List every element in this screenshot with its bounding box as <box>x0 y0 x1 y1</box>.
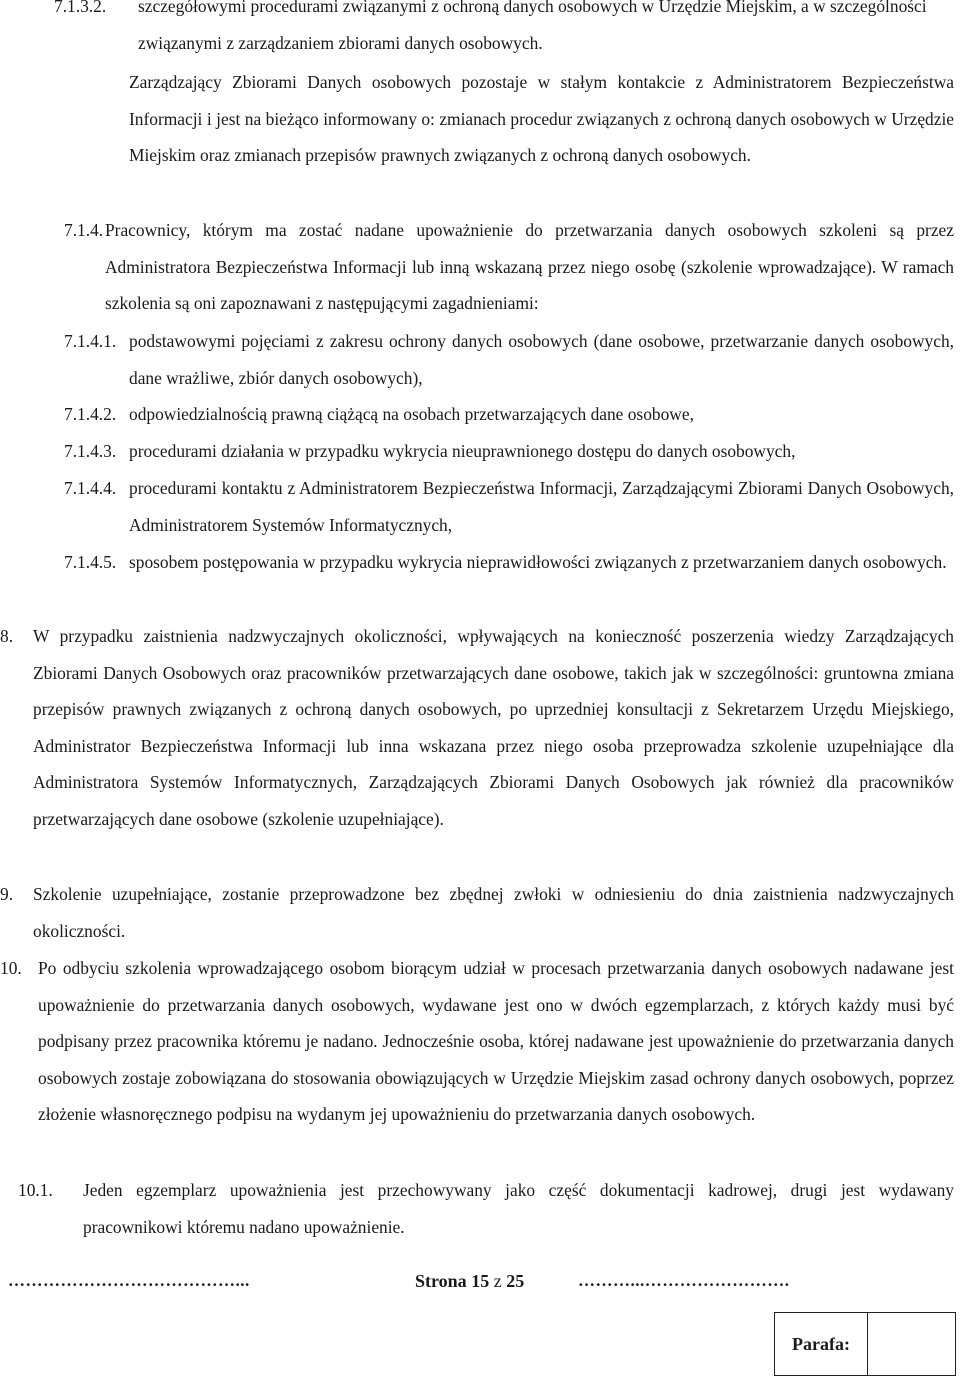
item-text: szczegółowymi procedurami związanymi z ochroną danych osobowych w Urzędzie Miejskim, a w szczególności związanymi z zarządzaniem zbiorami danych osobowych. <box>138 0 927 53</box>
list-item-10 <box>0 950 954 1133</box>
list-item-7-1-4-4 <box>64 470 954 543</box>
item-text: odpowiedzialnością prawną ciążącą na osobach przetwarzających dane osobowe, <box>129 404 694 424</box>
list-item-7-1-4-1 <box>64 323 954 396</box>
item-number: 7.1.4.2. <box>64 404 117 424</box>
list-item-10-1 <box>18 1172 954 1245</box>
initials-label: Parafa: <box>775 1313 868 1375</box>
item-text: Zarządzający Zbiorami Danych osobowych pozostaje w stałym kontakcie z Administratorem Bezpieczeństwa Informacji i jest na bieżąco informowany o: zmianach procedur związanych z ochroną danych osobowych w Urzędzie Miejskim oraz zmianach przepisów prawnych związanych z ochroną danych osobowych. <box>129 72 954 165</box>
list-item-8 <box>0 618 954 837</box>
list-item-7-1-4-3 <box>64 433 954 470</box>
item-number: 7.1.4.1. <box>64 331 117 351</box>
item-number: 7.1.4.4. <box>64 478 117 498</box>
initials-box <box>774 1312 956 1376</box>
item-number: 10.1. <box>18 1180 53 1200</box>
item-number: 7.1.4.3. <box>64 441 117 461</box>
initials-field <box>868 1313 955 1375</box>
list-item-7-1-4-5 <box>64 544 954 581</box>
item-text: procedurami kontaktu z Administratorem Bezpieczeństwa Informacji, Zarządzającymi Zbiorami Danych Osobowych, Administratorem Systemów Informatycznych, <box>129 478 954 535</box>
item-number: 7.1.3.2. <box>54 0 107 16</box>
page-prefix: Strona <box>415 1271 467 1291</box>
item-text: Szkolenie uzupełniające, zostanie przeprowadzone bez zbędnej zwłoki w odniesieniu do dnia zaistnienia nadzwyczajnych okoliczności. <box>33 884 954 941</box>
item-text: sposobem postępowania w przypadku wykrycia nieprawidłowości związanych z przetwarzaniem danych osobowych. <box>129 552 947 572</box>
page-current: 15 <box>471 1271 490 1291</box>
item-number: 7.1.4.5. <box>64 552 117 572</box>
item-text: W przypadku zaistnienia nadzwyczajnych okoliczności, wpływających na konieczność poszerzenia wiedzy Zarządzających Zbiorami Danych Osobowych oraz pracowników przetwarzających dane osobowe, takich jak w szczególności: gruntowna zmiana przepisów prawnych związanych z ochroną danych osobowych, po uprzedniej konsultacji z Sekretarzem Urzędu Miejskiego, Administrator Bezpieczeństwa Informacji lub inna wskazana przez niego osoba przeprowadza szkolenie uzupełniające dla Administratora Systemów Informatycznych, Zarządzających Zbiorami Danych Osobowych jak również dla pracowników przetwarzających dane osobowe (szkolenie uzupełniające). <box>33 626 954 829</box>
page-number <box>415 1266 524 1296</box>
item-number: 10. <box>0 958 22 978</box>
item-text: podstawowymi pojęciami z zakresu ochrony danych osobowych (dane osobowe, przetwarzanie danych osobowych, dane wrażliwe, zbiór danych osobowych), <box>129 331 954 388</box>
item-number: 9. <box>0 884 14 904</box>
list-item-7-1-4 <box>64 212 954 322</box>
page-footer <box>0 1266 960 1296</box>
item-text: procedurami działania w przypadku wykrycia nieuprawnionego dostępu do danych osobowych, <box>129 441 796 461</box>
item-number: 8. <box>0 626 14 646</box>
list-item-7-1-3-2 <box>54 0 954 61</box>
footer-dots-left: …………………………………... <box>8 1271 250 1290</box>
page-total: 25 <box>506 1271 525 1291</box>
paragraph-zarzadzajacy <box>129 64 954 174</box>
page-separator: z <box>493 1271 502 1291</box>
footer-dots-right: ………...……………………. <box>578 1271 790 1290</box>
item-number: 7.1.4. <box>64 220 104 240</box>
item-text: Po odbyciu szkolenia wprowadzającego osobom biorącym udział w procesach przetwarzania danych osobowych nadawane jest upoważnienie do przetwarzania danych osobowych, wydawane jest ono w dwóch egzemplarzach, z których każdy musi być podpisany przez pracownika któremu je nadano. Jednocześnie osoba, której nadawane jest upoważnienie do przetwarzania danych osobowych zostaje zobowiązana do stosowania obowiązujących w Urzędzie Miejskim zasad ochrony danych osobowych, poprzez złożenie własnoręcznego podpisu na wydanym jej upoważnieniu do przetwarzania danych osobowych. <box>38 958 954 1124</box>
list-item-7-1-4-2 <box>64 396 954 433</box>
list-item-9 <box>0 876 954 949</box>
item-text: Pracownicy, którym ma zostać nadane upoważnienie do przetwarzania danych osobowych szkoleni są przez Administratora Bezpieczeństwa Informacji lub inną wskazaną przez niego osobę (szkolenie wprowadzające). W ramach szkolenia są oni zapoznawani z następującymi zagadnieniami: <box>105 220 954 313</box>
item-text: Jeden egzemplarz upoważnienia jest przechowywany jako część dokumentacji kadrowej, drugi jest wydawany pracownikowi któremu nadano upoważnienie. <box>83 1180 954 1237</box>
